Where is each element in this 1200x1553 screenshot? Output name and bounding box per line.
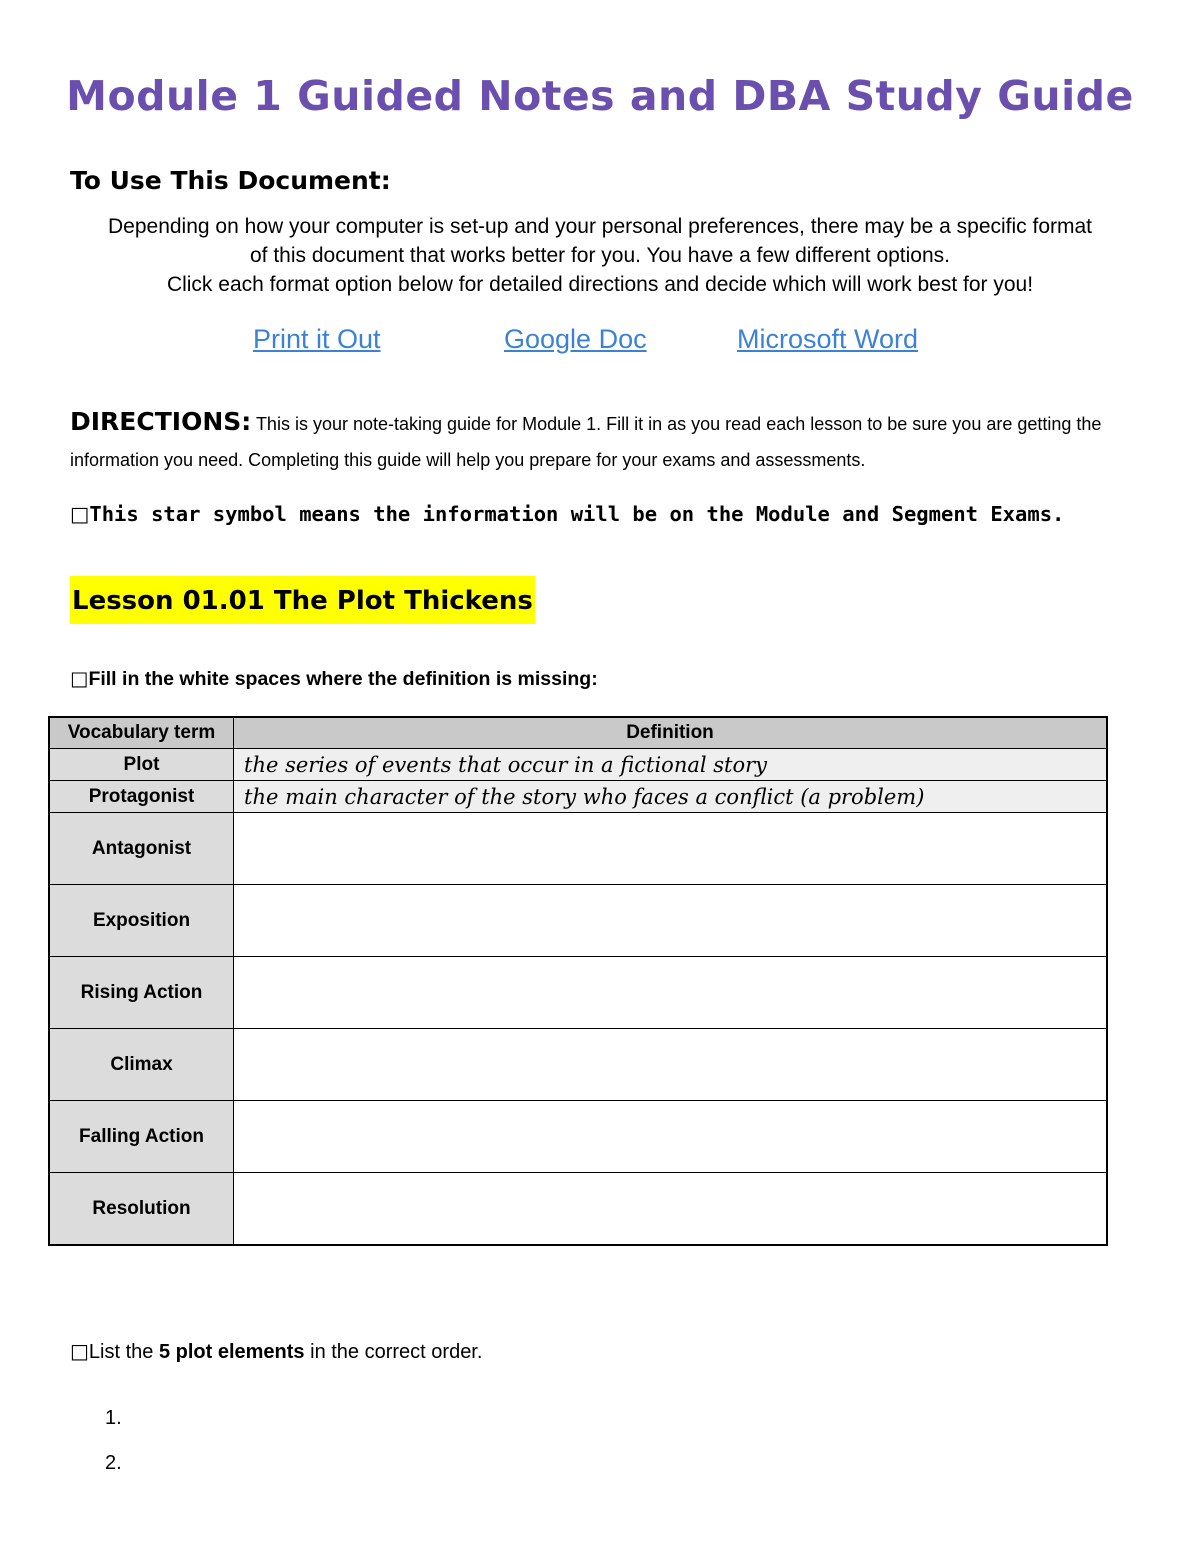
list-item[interactable]: 2. (105, 1452, 122, 1474)
vocabulary-table (48, 716, 1108, 1246)
list-instruction-bold: 5 plot elements (158, 1341, 305, 1363)
format-options (0, 324, 1200, 364)
list-instruction-after: in the correct order. (304, 1341, 483, 1363)
star-icon: □ (70, 1339, 89, 1363)
definition-input-cell[interactable] (234, 885, 1108, 957)
column-header-definition: Definition (234, 717, 1108, 749)
list-instruction-before: List the (88, 1341, 159, 1363)
table-row (49, 885, 1107, 957)
definition-text (234, 909, 244, 933)
term-cell: Antagonist (49, 813, 234, 885)
definition-text: the main character of the story who faces a conflict (a problem) (244, 784, 925, 809)
lesson-heading: Lesson 01.01 The Plot Thickens (70, 576, 535, 624)
document-title: Module 1 Guided Notes and DBA Study Guide (66, 72, 1134, 120)
directions-paragraph (70, 404, 1150, 478)
intro-line: of this document that works better for you. You have a few different options. (249, 244, 951, 267)
microsoft-word-link[interactable]: Microsoft Word (737, 324, 919, 354)
term-cell: Falling Action (49, 1101, 234, 1173)
list-instruction (70, 1339, 482, 1364)
definition-input-cell[interactable] (234, 1029, 1108, 1101)
term-cell: Resolution (49, 1173, 234, 1246)
table-row (49, 1173, 1107, 1246)
fill-instruction-text: Fill in the white spaces where the definition is missing: (88, 668, 598, 690)
table-row (49, 1101, 1107, 1173)
definition-cell[interactable] (234, 781, 1108, 813)
intro-line: Depending on how your computer is set-up and your personal preferences, there may be a specific format (107, 215, 1093, 238)
directions-label: DIRECTIONS: (70, 407, 252, 436)
star-symbol-note (70, 502, 1064, 526)
term-cell: Rising Action (49, 957, 234, 1029)
list-item[interactable]: 1. (105, 1407, 122, 1429)
usage-heading: To Use This Document: (70, 166, 391, 195)
definition-text (234, 981, 244, 1005)
table-row (49, 749, 1107, 781)
intro-line: Click each format option below for detailed directions and decide which will work best for you! (166, 273, 1034, 296)
fill-instruction (70, 667, 598, 691)
definition-input-cell[interactable] (234, 957, 1108, 1029)
definition-text (234, 837, 244, 861)
definition-text: the series of events that occur in a fictional story (244, 752, 768, 777)
definition-input-cell[interactable] (234, 1173, 1108, 1246)
definition-input-cell[interactable] (234, 813, 1108, 885)
star-note-text: This star symbol means the information will be on the Module and Segment Exams. (89, 502, 1065, 526)
definition-input-cell[interactable] (234, 1101, 1108, 1173)
term-cell: Protagonist (49, 781, 234, 813)
usage-instructions (60, 212, 1140, 299)
google-doc-link[interactable]: Google Doc (504, 324, 647, 354)
term-cell: Climax (49, 1029, 234, 1101)
table-row (49, 957, 1107, 1029)
definition-text (234, 1053, 244, 1077)
table-header-row (49, 717, 1107, 749)
table-row (49, 813, 1107, 885)
star-icon: □ (70, 502, 90, 526)
directions-text: This is your note-taking guide for Module 1. Fill it in as you read each lesson to be sure you are getting the information you need. Completing this guide will help you prepare for your exams and assessments. (70, 414, 1102, 470)
table-row (49, 781, 1107, 813)
star-icon: □ (70, 667, 89, 690)
plot-elements-list (105, 1396, 122, 1486)
definition-text (234, 1125, 244, 1149)
column-header-term: Vocabulary term (49, 717, 234, 749)
definition-text (234, 1197, 244, 1221)
print-it-out-link[interactable]: Print it Out (253, 324, 381, 354)
term-cell: Plot (49, 749, 234, 781)
definition-cell[interactable] (234, 749, 1108, 781)
table-row (49, 1029, 1107, 1101)
term-cell: Exposition (49, 885, 234, 957)
